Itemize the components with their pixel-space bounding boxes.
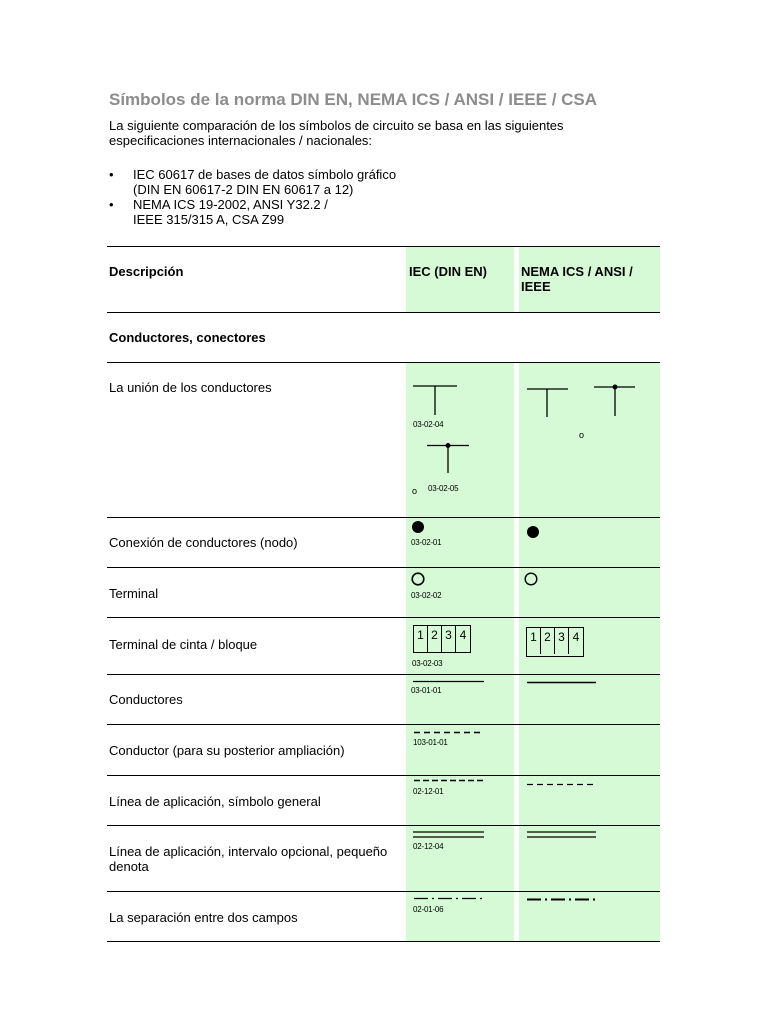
list-item-line: (DIN EN 60617-2 DIN EN 60617 a 12) [133,182,354,197]
row-desc-aplicacion: Línea de aplicación, símbolo general [109,794,321,809]
terminal-circle-icon [411,572,426,587]
double-line-icon [527,831,597,839]
list-item [109,167,629,197]
table-rule [107,724,660,725]
symbol-marker: o [412,486,417,496]
row-desc-bloque: Terminal de cinta / bloque [109,637,258,652]
row-desc-intervalo [109,844,394,874]
table-rule [107,674,660,675]
symbol-code: 03-02-02 [411,591,442,600]
table-rule [107,941,660,942]
conductor-line-icon [413,680,485,684]
terminal-block-icon [526,627,584,657]
junction-dot-icon [427,444,471,474]
header-iec: IEC (DIN EN) [409,264,487,279]
row-desc-ampliacion: Conductor (para su posterior ampliación) [109,743,345,758]
list-item-line: IEC 60617 de bases de datos símbolo gráfico [133,167,397,182]
block-cell: 4 [572,630,580,644]
node-dot-icon [526,525,540,539]
dash-dot-line-icon [414,897,486,901]
table-rule [107,246,660,247]
row-desc-terminal: Terminal [109,586,159,601]
dashed-conductor-icon [414,731,484,735]
bullet-icon: • [109,197,114,212]
row-desc-separacion: La separación entre dos campos [109,910,298,925]
row-desc-nodo: Conexión de conductores (nodo) [109,535,298,550]
table-rule [107,362,660,363]
symbol-code: 02-12-04 [413,842,444,851]
section-row-bg [406,313,660,362]
symbol-code: 03-01-01 [411,686,442,695]
junction-dot-icon [594,385,636,417]
table-rule [107,891,660,892]
symbol-marker: o [579,430,584,440]
row-desc-line: denota [109,859,149,874]
symbol-code: 02-01-06 [413,905,444,914]
symbol-code: 02-12-01 [413,787,444,796]
symbol-code: 03-02-05 [428,484,459,493]
table-rule [107,517,660,518]
symbol-code: 03-02-01 [411,538,442,547]
dash-dot-line-icon [527,898,597,902]
symbol-code: 03-02-03 [412,659,443,668]
row-desc-line: Línea de aplicación, intervalo opcional, pequeño [109,844,388,859]
junction-t-icon [413,385,458,417]
row-desc-conductores: Conductores [109,692,183,707]
block-cell: 3 [555,628,569,654]
terminal-block-icon [413,625,471,653]
block-cell: 4 [459,628,467,642]
block-cell: 1 [414,626,428,652]
page-title: Símbolos de la norma DIN EN, NEMA ICS / ANSI / IEEE / CSA [109,90,598,109]
header-nema-line: NEMA ICS / ANSI / [521,264,633,279]
dashed-line-icon [414,779,484,783]
double-line-icon [413,831,485,839]
conductor-line-icon [527,681,597,685]
table-rule [107,825,660,826]
list-item [109,197,629,227]
node-dot-icon [411,520,425,534]
table-rule [107,567,660,568]
block-cell: 2 [541,628,555,654]
section-title: Conductores, conectores [109,330,266,345]
bullet-icon: • [109,167,114,182]
list-item-line: IEEE 315/315 A, CSA Z99 [133,212,285,227]
block-cell: 3 [442,626,456,652]
header-nema [521,264,633,294]
junction-t-icon [527,388,569,418]
dashed-line-icon [527,783,597,787]
spec-list [109,167,629,227]
block-cell: 1 [527,628,541,654]
table-rule [107,312,660,313]
list-item-line: NEMA ICS 19-2002, ANSI Y32.2 / [133,197,328,212]
row-desc-union: La unión de los conductores [109,380,272,395]
header-nema-line: IEEE [521,279,551,294]
table-rule [107,775,660,776]
symbol-code: 03-02-04 [413,420,444,429]
symbol-code: 103-01-01 [413,738,448,747]
terminal-circle-icon [524,572,539,587]
header-description: Descripción [109,264,184,279]
intro-paragraph: La siguiente comparación de los símbolos de circuito se basa en las siguientes especificaciones internacionales / nacionales: [109,118,564,148]
table-rule [107,617,660,618]
block-cell: 2 [428,626,442,652]
